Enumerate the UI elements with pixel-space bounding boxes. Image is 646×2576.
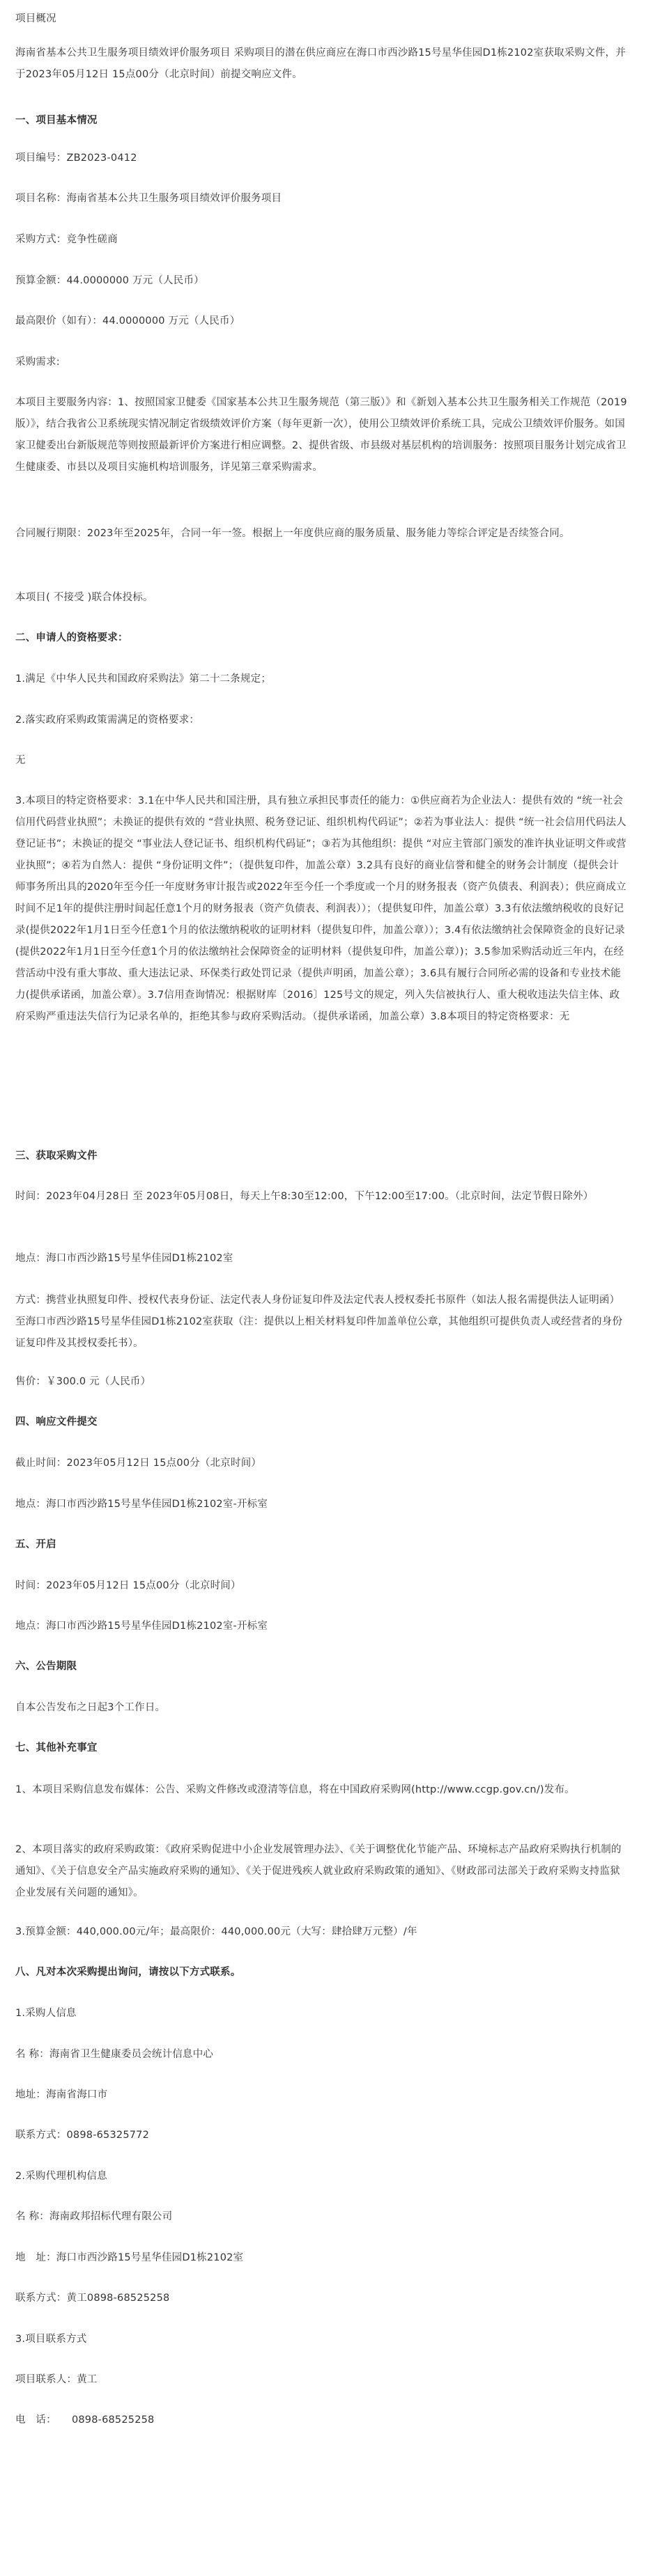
section-1-heading: 一、项目基本情况 <box>15 115 98 126</box>
section-8-heading: 八、凡对本次采购提出询问，请按以下方式联系。 <box>15 1967 241 1978</box>
project-name: 项目名称：海南省基本公共卫生服务项目绩效评价服务项目 <box>15 193 282 204</box>
agency-phone: 联系方式：黄工0898-68525258 <box>15 2293 170 2304</box>
section-7-heading: 七、其他补充事宜 <box>15 1742 98 1754</box>
agency-address: 地 址：海口市西沙路15号星华佳园D1栋2102室 <box>15 2252 244 2263</box>
agency-info-title: 2.采购代理机构信息 <box>15 2171 107 2182</box>
budget-amount: 预算金额：44.0000000 万元（人民币） <box>15 275 204 286</box>
acquisition-method: 方式：携营业执照复印件、授权代表身份证、法定代表人身份证复印件及法定代表人授权委托书原件（如法人报名需提供法人证明函）至海口市西沙路15号星华佳园D1栋2102室获取（注：提供以上相关材料复印件加盖单位公章，其他组织可提供负责人或经营者的身份证复印件及其授权委托书）。 <box>15 1295 623 1349</box>
acquisition-time: 时间：2023年04月28日 至 2023年05月08日，每天上午8:30至12:00，下午12:00至17:00。（北京时间，法定节假日除外） <box>15 1191 594 1202</box>
contract-term: 合同履行期限：2023年至2025年，合同一年一签。根据上一年度供应商的服务质量、服务能力等综合评定是否续签合同。 <box>15 528 570 539</box>
submission-place: 地点：海口市西沙路15号星华佳园D1栋2102室-开标室 <box>15 1499 268 1510</box>
max-price: 最高限价（如有）：44.0000000 万元（人民币） <box>15 315 240 327</box>
qualification-none: 无 <box>15 755 26 766</box>
section-4-heading: 四、响应文件提交 <box>15 1416 98 1428</box>
project-contact-phone: 电 话： 0898-68525258 <box>15 2414 155 2426</box>
purchaser-info-title: 1.采购人信息 <box>15 2008 77 2019</box>
purchaser-address: 地址：海南省海口市 <box>15 2089 108 2100</box>
procurement-method: 采购方式：竞争性磋商 <box>15 234 118 245</box>
opening-time: 时间：2023年05月12日 15点00分（北京时间） <box>15 1580 241 1591</box>
consortium-note: 本项目( 不接受 )联合体投标。 <box>15 592 153 603</box>
announcement-period: 自本公告发布之日起3个工作日。 <box>15 1702 166 1713</box>
section-3-heading: 三、获取采购文件 <box>15 1150 98 1162</box>
acquisition-place: 地点：海口市西沙路15号星华佳园D1栋2102室 <box>15 1253 233 1264</box>
purchaser-name: 名 称：海南省卫生健康委员会统计信息中心 <box>15 2049 214 2060</box>
section-6-heading: 六、公告期限 <box>15 1661 77 1672</box>
agency-name: 名 称：海南政邦招标代理有限公司 <box>15 2211 173 2222</box>
project-number: 项目编号：ZB2023-0412 <box>15 153 137 164</box>
requirements-text: 本项目主要服务内容：1、按照国家卫健委《国家基本公共卫生服务规范（第三版）》和《新划入基本公共卫生服务相关工作规范（2019版）》，结合我省公卫系统现实情况制定省级绩效评价方案（每年更新一次），使用公卫绩效评价系统工具，完成公卫绩效评价服务。如国家卫健委出台新版规范等则按照最新评价方案进行相应调整。2、提供省级、市县级对基层机构的培训服务：按照项目服务计划完成省卫生健康委、市县以及项目实施机构培训服务，详见第三章采购需求。 <box>15 397 627 473</box>
requirements-label: 采购需求: <box>15 357 60 368</box>
supplement-item-3: 3.预算金额：440,000.00元/年；最高限价：440,000.00元（大写：肆拾肆万元整）/年 <box>15 1926 417 1937</box>
supplement-item-1: 1、本项目采购信息发布媒体：公告、采购文件修改或澄清等信息，将在中国政府采购网(http://www.ccgp.gov.cn/)发布。 <box>15 1784 575 1795</box>
opening-place: 地点：海口市西沙路15号星华佳园D1栋2102室-开标室 <box>15 1621 268 1632</box>
project-contact-title: 3.项目联系方式 <box>15 2334 87 2345</box>
project-contact-person: 项目联系人：黄工 <box>15 2374 98 2385</box>
submission-deadline: 截止时间：2023年05月12日 15点00分（北京时间） <box>15 1458 262 1469</box>
purchaser-phone: 联系方式：0898-65325772 <box>15 2130 150 2141</box>
qualification-item-3: 3.本项目的特定资格要求：3.1在中华人民共和国注册，具有独立承担民事责任的能力：①供应商若为企业法人：提供有效的 “统一社会信用代码营业执照”；未换证的提供有效的 “营业执照、税务登记证、组织机构代码证”；②若为事业法人：提供 “统一社会信用代码法人登记证书”；未换证的提交 “事业法人登记证书、组织机构代码证”；③若为其他组织：提供 “对应主管部门颁发的准许执业证明文件或营业执照”；④若为自然人：提供 “身份证明文件”；（提供复印件，加盖公章）3.2具有良好的商业信誉和健全的财务会计制度（提供会计师事务所出具的2020年至今任一年度财务审计报告或2022年至今任一个季度或一个月的财务报表（资产负债表、利润表）；供应商成立时间不足1年的提供注册时间起任意1个月的财务报表（资产负债表、利润表））；（提供复印件，加盖公章）3.3有依法缴纳税收的良好记录(提供2022年1月1日至今任意1个月的依法缴纳税收的证明材料（提供复印件，加盖公章））；3.4有依法缴纳社会保障资金的良好记录(提供2022年1月1日至今任意1个月的依法缴纳社会保障资金的证明材料（提供复印件，加盖公章）)；3.5参加采购活动近三年内，在经营活动中没有重大事故、重大违法记录、环保类行政处罚记录（提供声明函，加盖公章）；3.6具有履行合同所必需的设备和专业技术能力(提供承诺函，加盖公章）。3.7信用查询情况：根据财库〔2016〕125号文的规定，列入失信被执行人、重大税收违法失信主体、政府采购严重违法失信行为记录名单的，拒绝其参与政府采购活动。（提供承诺函，加盖公章）3.8本项目的特定资格要求：无 <box>15 795 626 1022</box>
intro-text: 海南省基本公共卫生服务项目绩效评价服务项目 采购项目的潜在供应商应在海口市西沙路15号星华佳园D1栋2102室获取采购文件，并于2023年05月12日 15点00分（北京时间）前提交响应文件。 <box>15 47 626 80</box>
supplement-item-2: 2、本项目落实的政府采购政策：《政府采购促进中小企业发展管理办法》、《关于调整优化节能产品、环境标志产品政府采购执行机制的通知》、《关于信息安全产品实施政府采购的通知》、《关于促进残疾人就业政府采购政策的通知》、《财政部司法部关于政府采购支持监狱企业发展有关问题的通知》。 <box>15 1844 622 1898</box>
section-2-heading: 二、申请人的资格要求： <box>15 632 128 643</box>
qualification-item-1: 1.满足《中华人民共和国政府采购法》第二十二条规定； <box>15 673 272 685</box>
intro-title: 项目概况 <box>15 13 56 24</box>
section-5-heading: 五、开启 <box>15 1539 56 1550</box>
document-price: 售价：￥300.0 元（人民币） <box>15 1376 151 1387</box>
qualification-item-2: 2.落实政府采购政策需满足的资格要求： <box>15 715 200 726</box>
